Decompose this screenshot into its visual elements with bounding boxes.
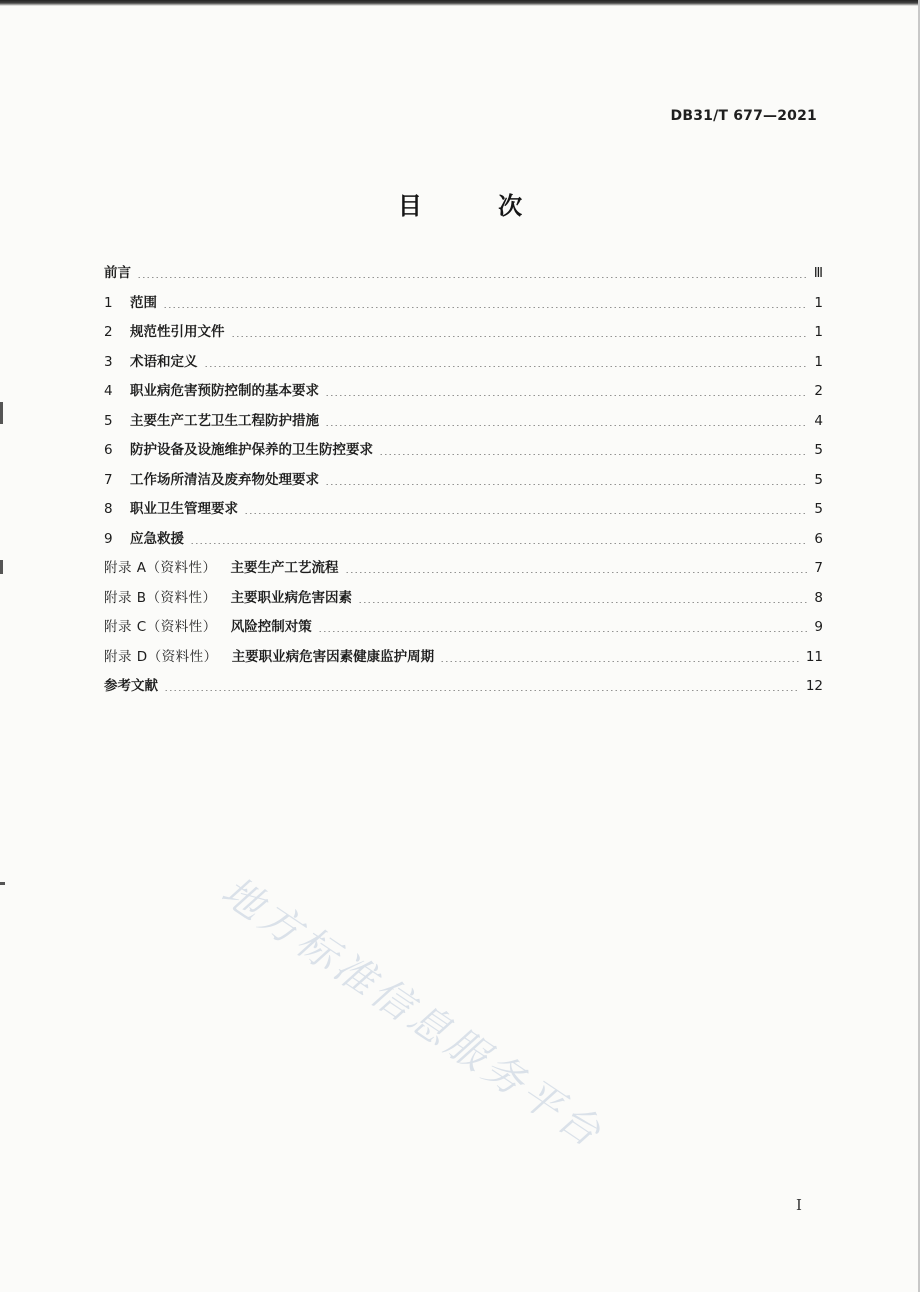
toc-entry-bibliography[interactable] [104, 672, 823, 702]
toc-entry-page: 5 [814, 501, 823, 517]
toc-entry-page: 4 [814, 412, 823, 429]
page-number: I [796, 1196, 802, 1214]
toc-entry-label: 主要生产工艺卫生工程防护措施 [130, 412, 319, 429]
toc-entry-page: 1 [814, 294, 823, 311]
dot-leader [325, 395, 808, 396]
toc-entry-label: 职业病危害预防控制的基本要求 [130, 383, 319, 399]
toc-entry-8[interactable] [104, 495, 823, 525]
toc-entry-5[interactable] [104, 407, 823, 437]
toc-entry-label: 防护设备及设施维护保养的卫生防控要求 [130, 442, 373, 458]
toc-entry-annex-a[interactable] [104, 554, 823, 584]
toc-entry-label: 主要生产工艺流程 [230, 560, 339, 576]
toc-entry-1[interactable] [104, 289, 823, 319]
toc-entry-annex-b[interactable] [104, 584, 823, 614]
dot-leader [163, 307, 808, 308]
dot-leader [231, 336, 809, 337]
dot-leader [325, 484, 808, 485]
dot-leader [190, 543, 808, 544]
watermark: 地方标准信息服务平台 [213, 868, 612, 1159]
page-title: 目 次 [397, 192, 557, 220]
toc-entry-label: 参考文献 [104, 678, 158, 694]
toc-entry-page: 9 [814, 619, 823, 635]
toc-entry-page: 12 [805, 678, 823, 694]
toc-entry-label: 前言 [104, 265, 131, 281]
toc-entry-number: 4 [104, 383, 113, 399]
toc-entry-7[interactable] [104, 466, 823, 496]
dot-leader [164, 690, 800, 691]
toc-entry-page: 6 [814, 530, 823, 547]
toc-entry-number: 5 [104, 412, 113, 429]
toc-entry-label: 规范性引用文件 [130, 324, 225, 340]
toc-entry-label: 主要职业病危害因素健康监护周期 [231, 648, 435, 665]
dot-leader [318, 631, 809, 632]
toc-entry-annex-d[interactable] [104, 643, 823, 673]
toc-annex-prefix: 附录 D（资料性） [104, 648, 218, 665]
dot-leader [440, 661, 800, 662]
toc-entry-label: 主要职业病危害因素 [230, 589, 353, 606]
toc-entry-page: 5 [814, 442, 823, 458]
toc-entry-label: 职业卫生管理要求 [130, 501, 238, 517]
toc-entry-number: 8 [104, 501, 113, 517]
toc-entry-number: 9 [104, 530, 113, 547]
toc-entry-number: 3 [104, 353, 113, 370]
toc-entry-number: 7 [104, 471, 113, 488]
toc-entry-label: 应急救援 [130, 530, 184, 547]
toc-entry-foreword[interactable] [104, 259, 823, 289]
dot-leader [358, 602, 808, 603]
toc-entry-3[interactable] [104, 348, 823, 378]
dot-leader [137, 277, 808, 278]
dot-leader [325, 425, 808, 426]
toc-entry-9[interactable] [104, 525, 823, 555]
toc-entry-page: Ⅲ [813, 265, 823, 281]
dot-leader [379, 454, 808, 455]
toc-entry-number: 6 [104, 442, 113, 458]
scan-margin-mark [0, 402, 3, 424]
toc-entry-number: 2 [104, 324, 113, 340]
toc-entry-page: 2 [814, 383, 823, 399]
toc-annex-prefix: 附录 B（资料性） [104, 589, 217, 606]
toc-entry-4[interactable] [104, 377, 823, 407]
toc-entry-label: 工作场所清洁及废弃物处理要求 [130, 471, 319, 488]
toc-annex-prefix: 附录 A（资料性） [104, 560, 217, 576]
table-of-contents [104, 259, 823, 702]
dot-leader [204, 366, 809, 367]
toc-entry-page: 1 [814, 353, 823, 370]
scan-margin-mark [0, 882, 5, 885]
toc-entry-page: 8 [814, 589, 823, 606]
toc-entry-label: 范围 [130, 294, 157, 311]
toc-entry-2[interactable] [104, 318, 823, 348]
scan-margin-mark [0, 560, 3, 574]
toc-annex-prefix: 附录 C（资料性） [104, 619, 217, 635]
toc-entry-page: 1 [814, 324, 823, 340]
document-code: DB31/T 677—2021 [670, 108, 817, 124]
toc-entry-annex-c[interactable] [104, 613, 823, 643]
toc-entry-page: 7 [814, 560, 823, 576]
dot-leader [345, 572, 809, 573]
dot-leader [244, 513, 808, 514]
toc-entry-page: 11 [805, 648, 823, 665]
toc-entry-label: 风险控制对策 [230, 619, 312, 635]
toc-entry-number: 1 [104, 294, 113, 311]
toc-entry-label: 术语和定义 [130, 353, 198, 370]
scan-top-edge [0, 0, 920, 6]
toc-entry-6[interactable] [104, 436, 823, 466]
toc-entry-page: 5 [814, 471, 823, 488]
